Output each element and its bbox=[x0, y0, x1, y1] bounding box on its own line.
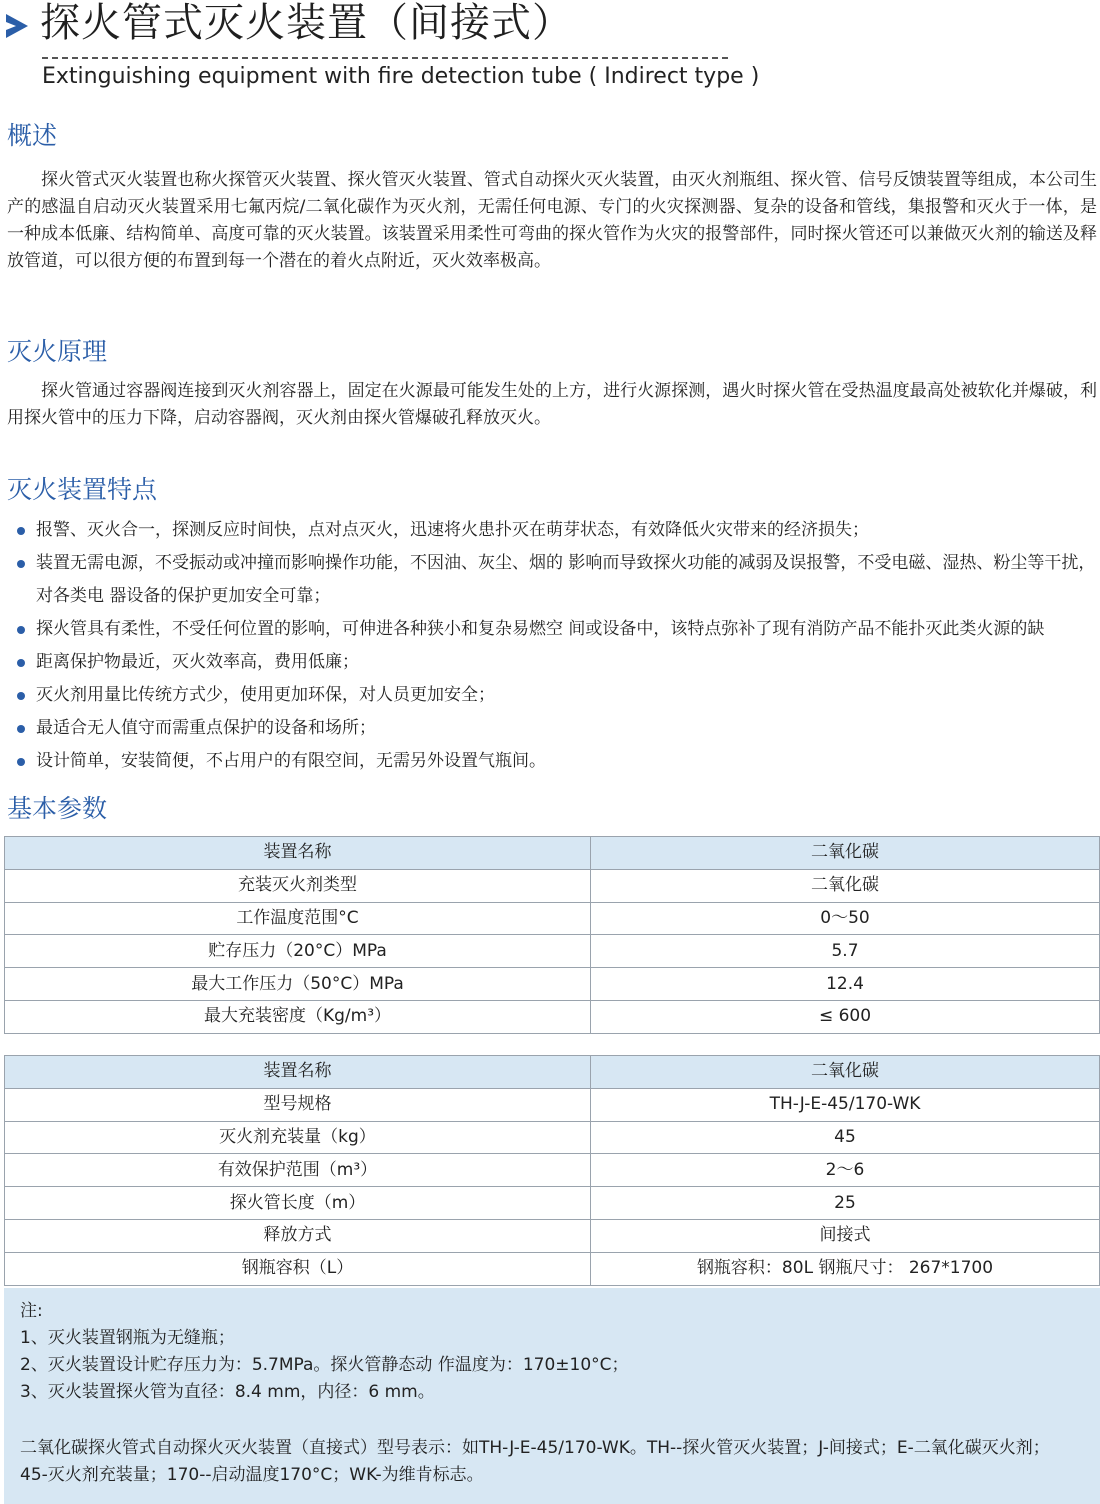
feature-item: 距离保护物最近，灭火效率高，费用低廉； bbox=[0, 646, 1100, 679]
features-list bbox=[0, 514, 1100, 778]
overview-text: 探火管式灭火装置也称火探管灭火装置、探火管灭火装置、管式自动探火灭火装置，由灭火剂瓶组、探火管、信号反馈装置等组成，本公司生产的感温自启动灭火装置采用七氟丙烷/二氧化碳作为灭火剂，无需任何电源、专门的火灾探测器、复杂的设备和管线，集报警和灭火于一体，是一种成本低廉、结构简单、高度可靠的灭火装置。该装置采用柔性可弯曲的探火管作为火灾的报警部件，同时探火管还可以兼做灭火剂的输送及释放管道，可以很方便的布置到每一个潜在的着火点附近，灭火效率极高。 bbox=[7, 170, 1097, 271]
bullet-icon bbox=[17, 626, 25, 634]
table-row bbox=[5, 902, 1100, 935]
bullet-icon bbox=[17, 692, 25, 700]
table-cell: ≤ 600 bbox=[591, 1000, 1100, 1033]
table-cell: 工作温度范围°C bbox=[5, 902, 591, 935]
note-line: 3、灭火装置探火管为直径：8.4 mm，内径：6 mm。 bbox=[20, 1382, 435, 1402]
table-header-cell: 装置名称 bbox=[5, 1056, 591, 1089]
table-header-cell: 装置名称 bbox=[5, 837, 591, 870]
table-cell: 有效保护范围（m³） bbox=[5, 1154, 591, 1187]
note-line: 1、灭火装置钢瓶为无缝瓶； bbox=[20, 1328, 235, 1348]
table-header-row bbox=[5, 837, 1100, 870]
table-row bbox=[5, 1000, 1100, 1033]
spec-table-2 bbox=[4, 1055, 1100, 1286]
table-cell: 25 bbox=[591, 1187, 1100, 1220]
table-cell: 充装灭火剂类型 bbox=[5, 869, 591, 902]
table-cell: TH-J-E-45/170-WK bbox=[591, 1088, 1100, 1121]
table-cell: 12.4 bbox=[591, 968, 1100, 1001]
params-heading: 基本参数 bbox=[7, 794, 108, 823]
model-note-line: 二氧化碳探火管式自动探火灭火装置（直接式）型号表示：如TH-J-E-45/170-WK。TH--探火管灭火装置；J-间接式；E-二氧化碳灭火剂； bbox=[20, 1438, 1050, 1458]
spec-table-1 bbox=[4, 836, 1100, 1034]
table-row bbox=[5, 869, 1100, 902]
table-row bbox=[5, 1187, 1100, 1220]
table-header-cell: 二氧化碳 bbox=[591, 837, 1100, 870]
principle-text: 探火管通过容器阀连接到灭火剂容器上，固定在火源最可能发生处的上方，进行火源探测，遇火时探火管在受热温度最高处被软化并爆破，利用探火管中的压力下降，启动容器阀，灭火剂由探火管爆破孔释放灭火。 bbox=[7, 381, 1097, 428]
bullet-icon bbox=[17, 527, 25, 535]
note-line: 2、灭火装置设计贮存压力为：5.7MPa。探火管静态动 作温度为：170±10°C； bbox=[20, 1355, 629, 1375]
page-subtitle: Extinguishing equipment with fire detection tube ( Indirect type ) bbox=[42, 64, 760, 89]
overview-heading: 概述 bbox=[7, 121, 58, 150]
feature-item: 最适合无人值守而需重点保护的设备和场所； bbox=[0, 712, 1100, 745]
table-cell: 2～6 bbox=[591, 1154, 1100, 1187]
features-heading: 灭火装置特点 bbox=[7, 475, 158, 504]
page-title: 探火管式灭火装置（间接式） bbox=[40, 0, 573, 46]
table-row bbox=[5, 1121, 1100, 1154]
table-cell: 5.7 bbox=[591, 935, 1100, 968]
table-header-row bbox=[5, 1056, 1100, 1089]
table-row bbox=[5, 1219, 1100, 1252]
table-row bbox=[5, 1088, 1100, 1121]
principle-heading: 灭火原理 bbox=[7, 337, 108, 366]
page-header bbox=[0, 0, 1100, 100]
table-cell: 0～50 bbox=[591, 902, 1100, 935]
table-cell: 45 bbox=[591, 1121, 1100, 1154]
bullet-icon bbox=[17, 560, 25, 568]
table-cell: 灭火剂充装量（kg） bbox=[5, 1121, 591, 1154]
table-cell: 最大工作压力（50°C）MPa bbox=[5, 968, 591, 1001]
feature-item: 报警、灭火合一，探测反应时间快，点对点灭火，迅速将火患扑灭在萌芽状态，有效降低火灾带来的经济损失； bbox=[0, 514, 1100, 547]
notes-spacer bbox=[20, 1406, 1100, 1435]
table-row bbox=[5, 1154, 1100, 1187]
table-cell: 间接式 bbox=[591, 1219, 1100, 1252]
title-divider bbox=[42, 57, 728, 59]
bullet-icon bbox=[17, 725, 25, 733]
bullet-icon bbox=[17, 659, 25, 667]
table-cell: 探火管长度（m） bbox=[5, 1187, 591, 1220]
table-cell: 释放方式 bbox=[5, 1219, 591, 1252]
bullet-icon bbox=[17, 758, 25, 766]
table-cell: 型号规格 bbox=[5, 1088, 591, 1121]
feature-item: 装置无需电源，不受振动或冲撞而影响操作功能，不因油、灰尘、烟的 影响而导致探火功能的减弱及误报警，不受电磁、湿热、粉尘等干扰，对各类电 器设备的保护更加安全可靠； bbox=[0, 547, 1100, 613]
table-row bbox=[5, 968, 1100, 1001]
table-header-cell: 二氧化碳 bbox=[591, 1056, 1100, 1089]
notes-label: 注: bbox=[20, 1301, 43, 1321]
table-cell: 钢瓶容积（L） bbox=[5, 1252, 591, 1285]
feature-item: 探火管具有柔性，不受任何位置的影响，可伸进各种狭小和复杂易燃空 间或设备中，该特点弥补了现有消防产品不能扑灭此类火源的缺 bbox=[0, 613, 1100, 646]
feature-item: 灭火剂用量比传统方式少，使用更加环保，对人员更加安全； bbox=[0, 679, 1100, 712]
table-cell: 最大充装密度（Kg/m³） bbox=[5, 1000, 591, 1033]
model-note-line: 45-灭火剂充装量；170--启动温度170°C；WK-为维肯标志。 bbox=[20, 1465, 484, 1485]
table-cell: 二氧化碳 bbox=[591, 869, 1100, 902]
table-row bbox=[5, 935, 1100, 968]
table-row bbox=[5, 1252, 1100, 1285]
feature-item: 设计简单，安装简便，不占用户的有限空间，无需另外设置气瓶间。 bbox=[0, 745, 1100, 778]
table-cell: 贮存压力（20°C）MPa bbox=[5, 935, 591, 968]
arrow-right-icon bbox=[2, 8, 32, 44]
table-cell: 钢瓶容积：80L 钢瓶尺寸： 267*1700 bbox=[591, 1252, 1100, 1285]
notes-box bbox=[4, 1288, 1100, 1504]
